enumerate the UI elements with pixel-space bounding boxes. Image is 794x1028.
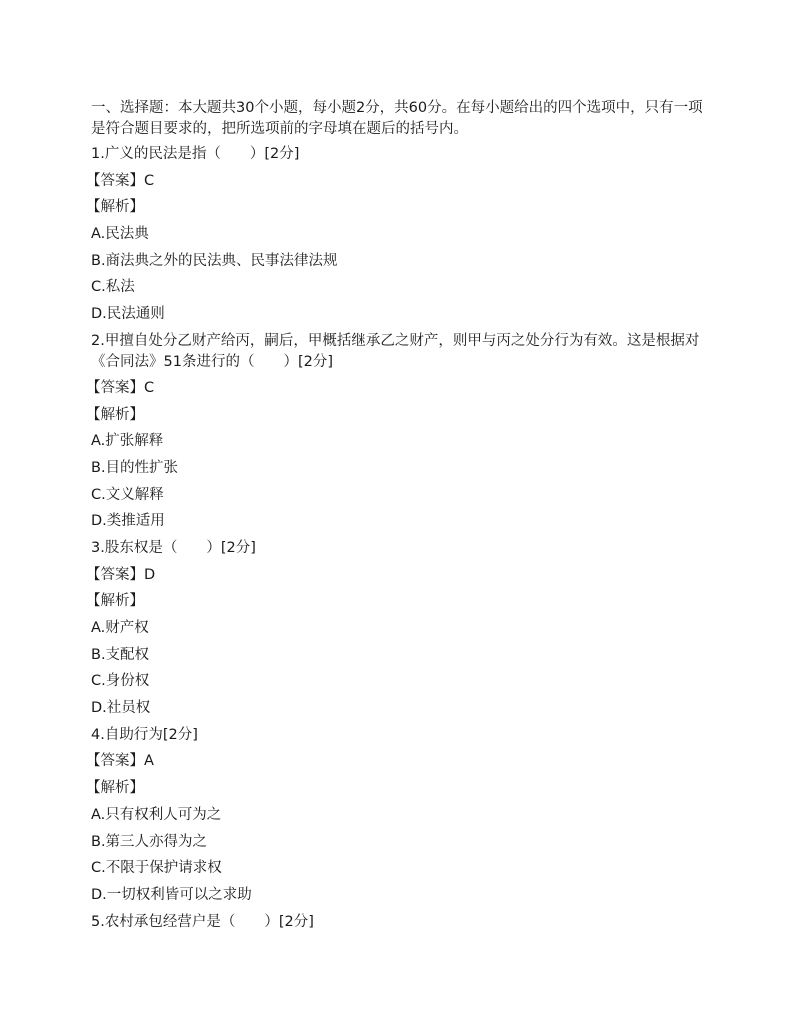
question-3: [86, 535, 707, 722]
option-d: D.民法通则: [91, 306, 165, 323]
analysis-label: 【解析】: [86, 780, 144, 797]
question-1: [86, 141, 707, 328]
analysis-label: 【解析】: [86, 199, 144, 216]
option-b: B.目的性扩张: [91, 459, 179, 476]
option-d: D.一切权利皆可以之求助: [91, 886, 252, 903]
answer-label: 【答案】C: [86, 172, 155, 189]
option-c: C.不限于保护请求权: [91, 860, 222, 877]
answer-label: 【答案】A: [86, 753, 154, 770]
option-a: A.财产权: [91, 620, 149, 636]
question-2: [86, 331, 707, 535]
option-b: B.支配权: [91, 646, 150, 663]
answer-label: 【答案】D: [86, 566, 156, 583]
question-stem: 4.自助行为[2分]: [91, 726, 198, 743]
option-b: B.第三人亦得为之: [91, 833, 208, 850]
question-stem: 2.甲擅自处分乙财产给丙，嗣后，甲概括继承乙之财产，则甲与丙之处分行为有效。这是根据对《合同法》51条进行的（ ）[2分]: [91, 332, 700, 370]
exam-document: [86, 98, 707, 935]
option-a: A.民法典: [91, 226, 149, 243]
section-intro: 一、选择题：本大题共30个小题，每小题2分，共60分。在每小题给出的四个选项中，只有一项是符合题目要求的，把所选项前的字母填在题后的括号内。: [91, 100, 703, 137]
question-5: [91, 909, 707, 936]
option-b: B.商法典之外的民法典、民事法律法规: [91, 252, 338, 269]
question-4: [86, 722, 707, 909]
option-c: C.文义解释: [91, 486, 164, 503]
analysis-label: 【解析】: [86, 406, 144, 423]
analysis-label: 【解析】: [86, 593, 144, 610]
question-stem: 1.广义的民法是指（ ）[2分]: [91, 146, 300, 162]
option-c: C.身份权: [91, 673, 150, 690]
option-a: A.只有权利人可为之: [91, 806, 222, 823]
option-d: D.社员权: [91, 700, 151, 717]
question-stem: 5.农村承包经营户是（ ）[2分]: [91, 913, 314, 930]
option-c: C.私法: [91, 279, 135, 296]
option-a: A.扩张解释: [91, 433, 164, 450]
option-d: D.类推适用: [91, 513, 165, 530]
question-stem: 3.股东权是（ ）[2分]: [91, 539, 256, 556]
answer-label: 【答案】C: [86, 379, 155, 396]
